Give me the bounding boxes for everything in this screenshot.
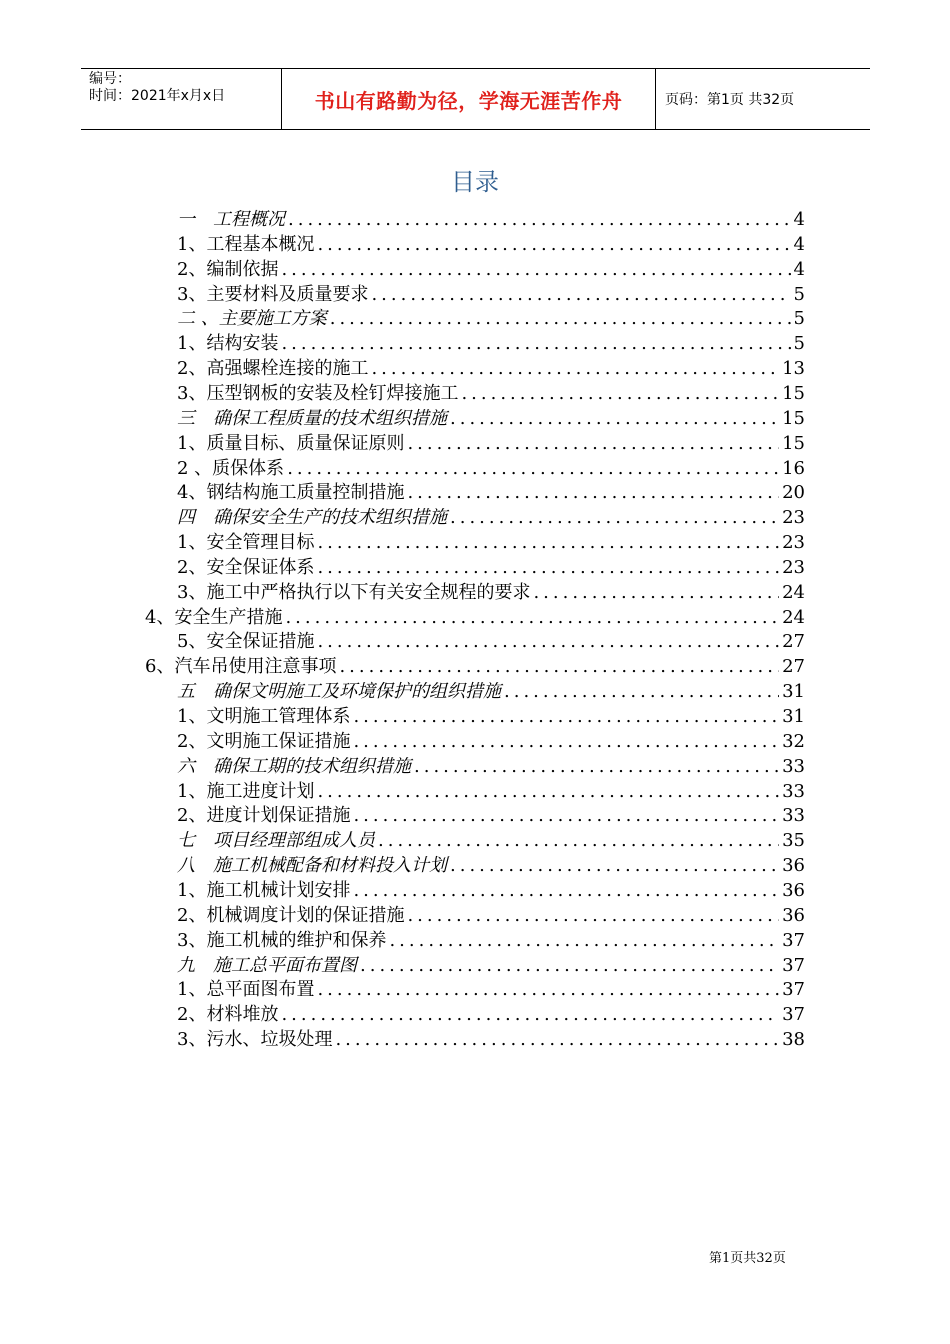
toc-entry-page: 5 bbox=[793, 333, 805, 354]
toc-leader-dots bbox=[288, 207, 791, 232]
toc-entry-page: 37 bbox=[782, 930, 805, 951]
toc-entry-label: 二 、主要施工方案 bbox=[177, 308, 327, 329]
toc-entry[interactable] bbox=[177, 704, 805, 729]
toc-entry[interactable] bbox=[177, 853, 805, 878]
toc-entry-page: 15 bbox=[782, 383, 805, 404]
toc-entry-page: 32 bbox=[782, 731, 805, 752]
toc-entry-page: 38 bbox=[782, 1029, 805, 1050]
toc-entry[interactable] bbox=[177, 232, 805, 257]
toc-leader-dots bbox=[378, 828, 779, 853]
toc-entry[interactable] bbox=[177, 306, 805, 331]
toc-entry[interactable] bbox=[177, 331, 805, 356]
toc-entry[interactable] bbox=[177, 530, 805, 555]
toc-leader-dots bbox=[504, 679, 779, 704]
toc-leader-dots bbox=[287, 456, 779, 481]
toc-entry-page: 37 bbox=[782, 979, 805, 1000]
toc-entry-label: 3、施工机械的维护和保养 bbox=[177, 930, 387, 951]
toc-entry-label: 四 确保安全生产的技术组织措施 bbox=[177, 507, 447, 528]
toc-entry-page: 31 bbox=[782, 681, 805, 702]
toc-entry-page: 4 bbox=[793, 234, 805, 255]
toc-entry-page: 24 bbox=[782, 607, 805, 628]
toc-entry-page: 37 bbox=[782, 1004, 805, 1025]
toc-entry-label: 2、编制依据 bbox=[177, 259, 279, 280]
toc-entry-label: 1、施工机械计划安排 bbox=[177, 880, 351, 901]
toc-leader-dots bbox=[533, 580, 779, 605]
toc-entry-label: 2、文明施工保证措施 bbox=[177, 731, 351, 752]
toc-entry-label: 1、结构安装 bbox=[177, 333, 279, 354]
toc-entry[interactable] bbox=[177, 779, 805, 804]
toc-entry-page: 23 bbox=[782, 557, 805, 578]
toc-entry-label: 1、文明施工管理体系 bbox=[177, 706, 351, 727]
toc-entry-page: 31 bbox=[782, 706, 805, 727]
toc-entry-page: 5 bbox=[793, 284, 805, 305]
toc-entry-label: 八 施工机械配备和材料投入计划 bbox=[177, 855, 447, 876]
toc-entry-label: 6、汽车吊使用注意事项 bbox=[145, 656, 337, 677]
time-label: 时间：2021年x月x日 bbox=[89, 88, 226, 104]
toc-entry[interactable] bbox=[177, 505, 805, 530]
toc-entry[interactable] bbox=[177, 754, 805, 779]
header-motto: 书山有路勤为径，学海无涯苦作舟 bbox=[314, 88, 623, 113]
toc-leader-dots bbox=[407, 480, 779, 505]
toc-entry[interactable] bbox=[145, 605, 805, 630]
toc-title: 目录 bbox=[451, 168, 499, 196]
toc-entry-label: 4、钢结构施工质量控制措施 bbox=[177, 482, 405, 503]
toc-entry-label: 2 、质保体系 bbox=[177, 458, 285, 479]
toc-entry[interactable] bbox=[177, 803, 805, 828]
toc-leader-dots bbox=[317, 977, 779, 1002]
toc-entry[interactable] bbox=[177, 828, 805, 853]
header-page-info: 页码：第1页 共32页 bbox=[665, 92, 795, 108]
toc-entry[interactable] bbox=[177, 282, 805, 307]
toc-entry-label: 2、进度计划保证措施 bbox=[177, 805, 351, 826]
toc-entry[interactable] bbox=[177, 356, 805, 381]
toc-entry-label: 六 确保工期的技术组织措施 bbox=[177, 756, 411, 777]
toc-entry[interactable] bbox=[177, 406, 805, 431]
toc-leader-dots bbox=[281, 257, 790, 282]
toc-leader-dots bbox=[407, 903, 779, 928]
toc-entry[interactable] bbox=[177, 580, 805, 605]
toc-entry-page: 33 bbox=[782, 805, 805, 826]
toc-entry-page: 27 bbox=[782, 631, 805, 652]
toc-entry-page: 15 bbox=[782, 408, 805, 429]
toc-entry[interactable] bbox=[177, 480, 805, 505]
toc-leader-dots bbox=[317, 629, 779, 654]
toc-entry-page: 37 bbox=[782, 955, 805, 976]
toc-entry-page: 4 bbox=[793, 209, 805, 230]
toc-entry[interactable] bbox=[177, 555, 805, 580]
toc-entry-label: 三 确保工程质量的技术组织措施 bbox=[177, 408, 447, 429]
toc-entry-page: 36 bbox=[782, 905, 805, 926]
toc-entry-label: 3、施工中严格执行以下有关安全规程的要求 bbox=[177, 582, 531, 603]
toc-leader-dots bbox=[281, 331, 790, 356]
toc-entry-page: 23 bbox=[782, 532, 805, 553]
toc-entry[interactable] bbox=[177, 928, 805, 953]
toc-entry-label: 五 确保文明施工及环境保护的组织措施 bbox=[177, 681, 501, 702]
header-meta bbox=[89, 71, 279, 105]
toc-entry-page: 5 bbox=[793, 308, 805, 329]
toc-entry-label: 2、安全保证体系 bbox=[177, 557, 315, 578]
toc-entry[interactable] bbox=[177, 257, 805, 282]
toc-entry-label: 七 项目经理部组成人员 bbox=[177, 830, 375, 851]
toc-entry-label: 1、施工进度计划 bbox=[177, 781, 315, 802]
toc-entry-page: 36 bbox=[782, 855, 805, 876]
toc-leader-dots bbox=[339, 654, 779, 679]
toc-leader-dots bbox=[317, 555, 779, 580]
toc-entry-page: 33 bbox=[782, 756, 805, 777]
toc-entry-label: 1、工程基本概况 bbox=[177, 234, 315, 255]
toc-entry-page: 15 bbox=[782, 433, 805, 454]
toc-entry-label: 一 工程概况 bbox=[177, 209, 285, 230]
toc-entry-label: 2、高强螺栓连接的施工 bbox=[177, 358, 369, 379]
toc-leader-dots bbox=[461, 381, 779, 406]
toc-entry[interactable] bbox=[177, 977, 805, 1002]
toc-leader-dots bbox=[317, 779, 779, 804]
toc-leader-dots bbox=[317, 232, 790, 257]
toc-entry[interactable] bbox=[177, 381, 805, 406]
toc-entry-label: 3、主要材料及质量要求 bbox=[177, 284, 369, 305]
toc-entry[interactable] bbox=[177, 431, 805, 456]
toc-leader-dots bbox=[371, 356, 779, 381]
toc-entry-page: 27 bbox=[782, 656, 805, 677]
toc-entry[interactable] bbox=[177, 679, 805, 704]
toc-entry-label: 1、总平面图布置 bbox=[177, 979, 315, 1000]
toc-leader-dots bbox=[371, 282, 790, 307]
toc-leader-dots bbox=[353, 729, 779, 754]
toc-leader-dots bbox=[353, 803, 779, 828]
toc-entry[interactable] bbox=[177, 1002, 805, 1027]
toc-leader-dots bbox=[330, 306, 791, 331]
toc-entry[interactable] bbox=[177, 953, 805, 978]
toc-leader-dots bbox=[414, 754, 779, 779]
toc-entry-label: 3、污水、垃圾处理 bbox=[177, 1029, 333, 1050]
toc-entry[interactable] bbox=[177, 456, 805, 481]
toc-entry[interactable] bbox=[177, 1027, 805, 1052]
toc-leader-dots bbox=[450, 853, 779, 878]
toc-leader-dots bbox=[317, 530, 779, 555]
toc-entry-page: 36 bbox=[782, 880, 805, 901]
toc-entry-page: 35 bbox=[782, 830, 805, 851]
toc-entry-page: 13 bbox=[782, 358, 805, 379]
toc-entry-label: 3、压型钢板的安装及栓钉焊接施工 bbox=[177, 383, 459, 404]
number-label: 编号： bbox=[89, 71, 131, 87]
header-divider bbox=[655, 69, 656, 129]
toc-entry-label: 1、质量目标、质量保证原则 bbox=[177, 433, 405, 454]
toc-entry-page: 33 bbox=[782, 781, 805, 802]
toc-leader-dots bbox=[450, 505, 779, 530]
toc-leader-dots bbox=[389, 928, 779, 953]
toc-entry-label: 2、机械调度计划的保证措施 bbox=[177, 905, 405, 926]
toc-entry-label: 2、材料堆放 bbox=[177, 1004, 279, 1025]
toc-leader-dots bbox=[450, 406, 779, 431]
page-header bbox=[81, 68, 870, 130]
toc-entry-page: 4 bbox=[793, 259, 805, 280]
toc-leader-dots bbox=[335, 1027, 779, 1052]
toc-leader-dots bbox=[360, 953, 779, 978]
toc-entry[interactable] bbox=[177, 903, 805, 928]
toc-entry-label: 1、安全管理目标 bbox=[177, 532, 315, 553]
toc-leader-dots bbox=[353, 878, 779, 903]
toc-entry-label: 5、安全保证措施 bbox=[177, 631, 315, 652]
toc-entry[interactable] bbox=[177, 729, 805, 754]
toc-entry[interactable] bbox=[177, 878, 805, 903]
toc-leader-dots bbox=[353, 704, 779, 729]
toc-entry-label: 4、安全生产措施 bbox=[145, 607, 283, 628]
toc-entry-label: 九 施工总平面布置图 bbox=[177, 955, 357, 976]
toc-leader-dots bbox=[281, 1002, 779, 1027]
toc-entry-page: 23 bbox=[782, 507, 805, 528]
toc-entry-page: 24 bbox=[782, 582, 805, 603]
toc-entry-page: 16 bbox=[782, 458, 805, 479]
toc-entry-page: 20 bbox=[782, 482, 805, 503]
toc-leader-dots bbox=[285, 605, 779, 630]
page-footer: 第1页共32页 bbox=[709, 1251, 786, 1266]
toc-entry[interactable] bbox=[177, 629, 805, 654]
toc-leader-dots bbox=[407, 431, 779, 456]
toc-entry[interactable] bbox=[177, 207, 805, 232]
toc-entry[interactable] bbox=[145, 654, 805, 679]
